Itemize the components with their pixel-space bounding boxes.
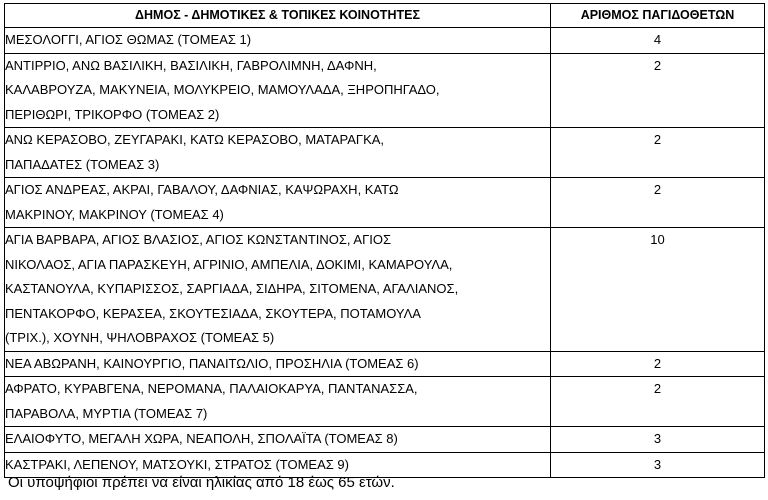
header-count: ΑΡΙΘΜΟΣ ΠΑΓΙΔΟΘΕΤΩΝ bbox=[551, 4, 765, 28]
area-cell bbox=[5, 351, 551, 377]
trapper-count-cell: 10 bbox=[551, 228, 765, 352]
area-line: ΑΝΩ ΚΕΡΑΣΟΒΟ, ΖΕΥΓΑΡΑΚΙ, ΚΑΤΩ ΚΕΡΑΣΟΒΟ, ΜΑΤΑΡΑΓΚΑ, bbox=[5, 132, 385, 147]
area-line: ΚΑΛΑΒΡΟΥΖΑ, ΜΑΚΥΝΕΙΑ, ΜΟΛΥΚΡΕΙΟ, ΜΑΜΟΥΛΑΔΑ, ΞΗΡΟΠΗΓΑΔΟ, bbox=[5, 82, 440, 97]
area-line: ΑΓΙΑ ΒΑΡΒΑΡΑ, ΑΓΙΟΣ ΒΛΑΣΙΟΣ, ΑΓΙΟΣ ΚΩΝΣΤΑΝΤΙΝΟΣ, ΑΓΙΟΣ bbox=[5, 232, 392, 247]
area-cell bbox=[5, 377, 551, 427]
area-line: ΚΑΣΤΡΑΚΙ, ΛΕΠΕΝΟΥ, ΜΑΤΣΟΥΚΙ, ΣΤΡΑΤΟΣ (ΤΟΜΕΑΣ 9) bbox=[5, 456, 349, 472]
area-line: ΑΝΤΙΡΡΙΟ, ΑΝΩ ΒΑΣΙΛΙΚΗ, ΒΑΣΙΛΙΚΗ, ΓΑΒΡΟΛΙΜΝΗ, ΔΑΦΝΗ, bbox=[5, 57, 377, 73]
trapper-count-cell: 4 bbox=[551, 28, 765, 54]
area-cell bbox=[5, 427, 551, 453]
table-body bbox=[5, 28, 765, 478]
area-line: ΜΕΣΟΛΟΓΓΙ, ΑΓΙΟΣ ΘΩΜΑΣ (ΤΟΜΕΑΣ 1) bbox=[5, 32, 252, 47]
area-line: ΠΕΡΙΘΩΡΙ, ΤΡΙΚΟΡΦΟ (ΤΟΜΕΑΣ 2) bbox=[5, 106, 220, 122]
trapper-count-cell: 2 bbox=[551, 128, 765, 178]
area-line: ΠΕΝΤΑΚΟΡΦΟ, ΚΕΡΑΣΕΑ, ΣΚΟΥΤΕΣΙΑΔΑ, ΣΚΟΥΤΕΡΑ, ΠΟΤΑΜΟΥΛΑ bbox=[5, 305, 421, 321]
area-cell bbox=[5, 178, 551, 228]
table-row bbox=[5, 28, 765, 54]
header-area: ΔΗΜΟΣ - ΔΗΜΟΤΙΚΕΣ & ΤΟΠΙΚΕΣ ΚΟΙΝΟΤΗΤΕΣ bbox=[5, 4, 551, 28]
area-line: ΠΑΡΑΒΟΛΑ, ΜΥΡΤΙΑ (ΤΟΜΕΑΣ 7) bbox=[5, 405, 208, 421]
trapper-count-cell: 3 bbox=[551, 427, 765, 453]
area-line: ΕΛΑΙΟΦΥΤΟ, ΜΕΓΑΛΗ ΧΩΡΑ, ΝΕΑΠΟΛΗ, ΣΠΟΛΑΪΤΑ (ΤΟΜΕΑΣ 8) bbox=[5, 431, 398, 446]
table-row bbox=[5, 351, 765, 377]
area-line: ΝΙΚΟΛΑΟΣ, ΑΓΙΑ ΠΑΡΑΣΚΕΥΗ, ΑΓΡΙΝΙΟ, ΑΜΠΕΛΙΑ, ΔΟΚΙΜΙ, ΚΑΜΑΡΟΥΛΑ, bbox=[5, 256, 453, 272]
trapper-count-cell: 2 bbox=[551, 377, 765, 427]
header-row bbox=[5, 4, 765, 28]
area-line: ΠΑΠΑΔΑΤΕΣ (ΤΟΜΕΑΣ 3) bbox=[5, 156, 160, 172]
table-row bbox=[5, 228, 765, 352]
table-row bbox=[5, 53, 765, 128]
area-cell bbox=[5, 28, 551, 54]
age-requirement-note: Οι υποψήφιοι πρέπει να είναι ηλικίας από 18 έως 65 ετών. bbox=[8, 474, 395, 491]
trapper-count-cell: 2 bbox=[551, 53, 765, 128]
area-cell bbox=[5, 128, 551, 178]
trapper-count-cell: 2 bbox=[551, 178, 765, 228]
trapper-count-cell: 2 bbox=[551, 351, 765, 377]
table-row bbox=[5, 427, 765, 453]
table-row bbox=[5, 128, 765, 178]
area-line: ΑΦΡΑΤΟ, ΚΥΡΑΒΓΕΝΑ, ΝΕΡΟΜΑΝΑ, ΠΑΛΑΙΟΚΑΡΥΑ, ΠΑΝΤΑΝΑΣΣΑ, bbox=[5, 381, 418, 396]
trapper-count-cell: 3 bbox=[551, 452, 765, 478]
area-line: ΝΕΑ ΑΒΩΡΑΝΗ, ΚΑΙΝΟΥΡΓΙΟ, ΠΑΝΑΙΤΩΛΙΟ, ΠΡΟΣΗΛΙΑ (ΤΟΜΕΑΣ 6) bbox=[5, 355, 419, 371]
area-line: ΑΓΙΟΣ ΑΝΔΡΕΑΣ, ΑΚΡΑΙ, ΓΑΒΑΛΟΥ, ΔΑΦΝΙΑΣ, ΚΑΨΩΡΑΧΗ, ΚΑΤΩ bbox=[5, 182, 399, 197]
table-row bbox=[5, 377, 765, 427]
trappers-table bbox=[4, 3, 765, 478]
area-cell bbox=[5, 228, 551, 352]
area-line: ΜΑΚΡΙΝΟΥ, ΜΑΚΡΙΝΟΥ (ΤΟΜΕΑΣ 4) bbox=[5, 206, 224, 222]
area-line: (ΤΡΙΧ.), ΧΟΥΝΗ, ΨΗΛΟΒΡΑΧΟΣ (ΤΟΜΕΑΣ 5) bbox=[5, 330, 275, 345]
area-line: ΚΑΣΤΑΝΟΥΛΑ, ΚΥΠΑΡΙΣΣΟΣ, ΣΑΡΓΙΑΔΑ, ΣΙΔΗΡΑ, ΣΙΤΟΜΕΝΑ, ΑΓΑΛΙΑΝΟΣ, bbox=[5, 281, 459, 296]
area-cell bbox=[5, 53, 551, 128]
table-row bbox=[5, 178, 765, 228]
